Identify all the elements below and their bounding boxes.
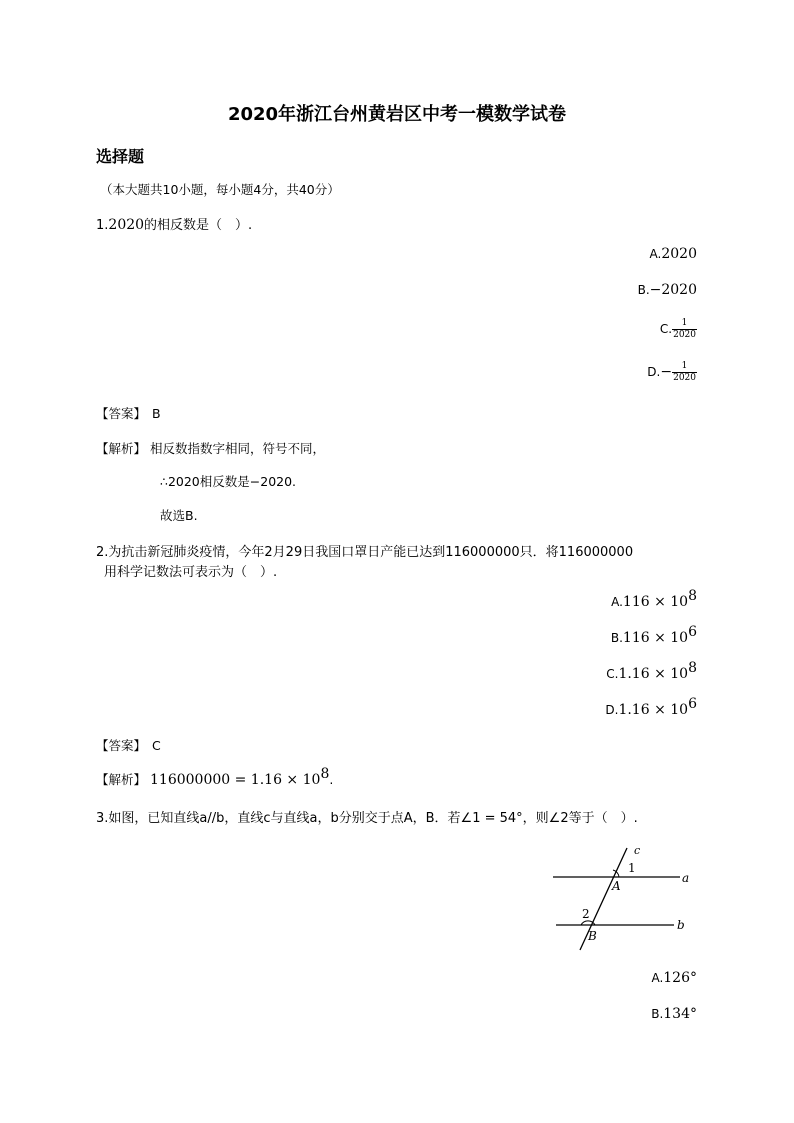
option-exponent: 8 <box>688 660 697 676</box>
page-title: 2020年浙江台州黄岩区中考一模数学试卷 <box>227 104 567 125</box>
option-letter: B. <box>637 283 650 297</box>
option-b <box>610 624 697 646</box>
label-c: c <box>634 844 641 857</box>
answer-label: 【答案】 <box>96 406 147 421</box>
analysis-end: . <box>329 772 334 787</box>
label-b: b <box>677 918 685 932</box>
option-a <box>650 246 697 262</box>
question-number: 1. <box>96 218 109 233</box>
option-value: −2020 <box>649 282 697 298</box>
analysis-1 <box>96 439 325 457</box>
option-value: 116 × 10 <box>622 594 689 610</box>
option-letter: C. <box>659 322 673 336</box>
label-a: a <box>682 871 690 885</box>
answer-value: C <box>152 738 161 753</box>
option-sign: − <box>660 364 673 380</box>
answer-1 <box>96 404 161 422</box>
option-value: 126° <box>663 970 697 986</box>
answer-label: 【答案】 <box>96 738 147 753</box>
option-value: 134° <box>663 1006 697 1022</box>
question-text: 如图，已知直线a//b，直线c与直线a，b分别交于点A，B．若∠1 = 54°，则∠2等于（ ）. <box>108 811 638 826</box>
option-a <box>611 588 697 610</box>
answer-value: B <box>152 406 161 421</box>
option-b <box>638 282 697 298</box>
option-value: 1.16 × 10 <box>618 666 689 682</box>
option-letter: B. <box>651 1007 664 1021</box>
question-1 <box>96 214 252 233</box>
fraction-denominator: 2020 <box>673 373 696 383</box>
option-b <box>651 1006 697 1022</box>
question-3 <box>96 807 638 826</box>
option-value: 116 × 10 <box>622 630 689 646</box>
option-a <box>651 970 697 986</box>
option-exponent: 6 <box>688 624 697 640</box>
fraction-numerator: 1 <box>672 318 697 330</box>
question-number: 3. <box>96 811 109 826</box>
analysis-exponent: 8 <box>320 766 330 782</box>
analysis-line: ∴2020相反数是−2020. <box>160 474 297 489</box>
fraction <box>672 361 697 384</box>
option-letter: C. <box>606 667 619 681</box>
option-exponent: 8 <box>688 588 697 604</box>
fraction <box>672 318 697 341</box>
option-letter: A. <box>649 247 662 261</box>
option-letter: D. <box>605 703 619 717</box>
option-letter: A. <box>651 971 664 985</box>
option-d <box>605 696 697 718</box>
analysis-math: 116000000 = 1.16 × 10 <box>150 772 321 788</box>
option-value: 2020 <box>661 246 697 262</box>
analysis-2 <box>96 766 334 788</box>
answer-2 <box>96 736 161 754</box>
section-heading: 选择题 <box>96 147 145 166</box>
question-number: 2. <box>96 545 109 560</box>
label-point-b: B <box>588 929 597 943</box>
option-c <box>606 660 697 682</box>
option-letter: D. <box>647 365 661 379</box>
fraction-numerator: 1 <box>672 361 697 373</box>
analysis-line: 相反数指数字相同，符号不同， <box>150 441 326 456</box>
question-2 <box>96 541 633 560</box>
fraction-denominator: 2020 <box>673 330 696 340</box>
label-angle-2: 2 <box>582 907 590 921</box>
parallel-lines-figure <box>548 838 698 956</box>
label-point-a: A <box>612 879 621 893</box>
question-text: 的相反数是（ ）. <box>144 218 253 233</box>
option-value: 1.16 × 10 <box>618 702 689 718</box>
question-text: 为抗击新冠肺炎疫情，今年2月29日我国口罩日产能已达到116000000只．将116000000 <box>108 545 634 560</box>
analysis-line: 故选B. <box>160 508 198 523</box>
section-note: （本大题共10小题，每小题4分，共40分） <box>100 182 340 197</box>
question-text-cont: 用科学记数法可表示为（ ）. <box>104 565 278 580</box>
analysis-label: 【解析】 <box>96 441 147 456</box>
analysis-label: 【解析】 <box>96 772 147 787</box>
option-exponent: 6 <box>688 696 697 712</box>
option-letter: A. <box>611 595 623 609</box>
question-math: 2020 <box>108 217 145 233</box>
option-d <box>647 361 697 384</box>
option-letter: B. <box>610 631 623 645</box>
option-c <box>660 318 697 341</box>
label-angle-1: 1 <box>628 861 636 875</box>
